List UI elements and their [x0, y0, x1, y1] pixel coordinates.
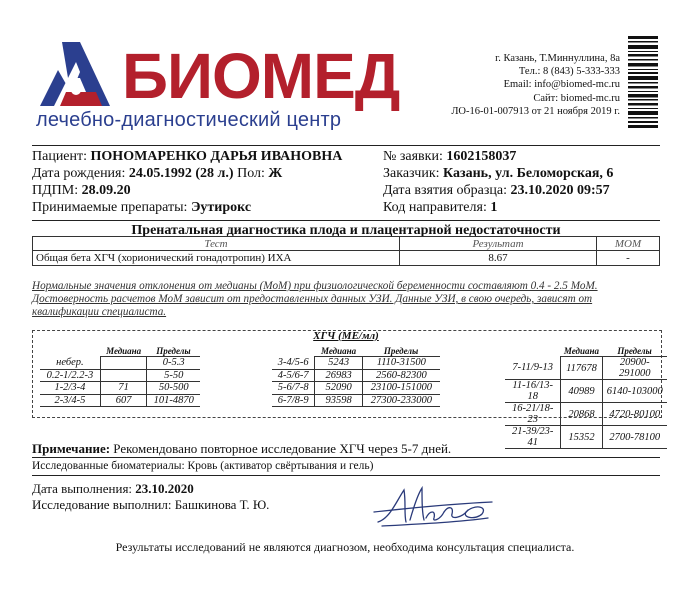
brand-tagline: лечебно-диагностический центр [36, 109, 342, 131]
hcg-limits: 2700-78100 [602, 426, 667, 449]
hcg-median: 93598 [315, 394, 362, 407]
hcg-limits: 50-500 [147, 382, 200, 395]
performer-name: Башкинова Т. Ю. [174, 497, 270, 512]
hcg-limits: 20900-291000 [602, 357, 667, 380]
hcg-term: 3-4/5-6 [272, 357, 315, 370]
hcg-median: 5243 [315, 357, 362, 370]
table-row [40, 394, 200, 407]
hcg-term: 1-2/3-4 [40, 382, 100, 395]
sample-date-value: 23.10.2020 09:57 [510, 183, 610, 198]
table-row [40, 382, 200, 395]
remark-line [32, 441, 451, 457]
contact-license: ЛО-16-01-007913 от 21 ноября 2019 г. [451, 105, 620, 117]
referrer-code-label: Код направителя: [383, 200, 487, 215]
col-mom: МОМ [597, 237, 660, 251]
test-result: 8.67 [400, 251, 597, 266]
hcg-limits: 1110-31500 [362, 357, 440, 370]
col-test: Тест [33, 237, 400, 251]
table-row [505, 380, 667, 403]
info-divider [32, 220, 660, 221]
test-mom: - [597, 251, 660, 266]
mom-note-line-3: квалификации специалиста. [32, 306, 167, 318]
hcg-limits: 0-5.3 [147, 357, 200, 370]
sex-value: Ж [268, 166, 283, 181]
mom-note [32, 280, 652, 319]
header-divider [32, 145, 660, 146]
table-row [272, 357, 440, 370]
hcg-col-median: Медиана [315, 345, 362, 357]
drugs-value: Эутирокс [190, 200, 252, 215]
results-table [32, 236, 660, 266]
hcg-title: ХГЧ (МЕ/мл) [313, 330, 379, 342]
table-row [272, 394, 440, 407]
hcg-table-1 [40, 345, 200, 407]
hcg-limits: 6140-103000 [602, 380, 667, 403]
hcg-median: 52090 [315, 382, 362, 395]
hcg-col-median: Медиана [561, 345, 602, 357]
results-header-row [33, 237, 660, 251]
order-number-label: № заявки: [383, 149, 443, 164]
sample-date-label: Дата взятия образца: [383, 183, 507, 198]
mom-note-line-2: Достоверность расчетов МоМ зависит от предоставленных данных УЗИ. Данные УЗИ, в свою очередь, зависят от [32, 293, 593, 305]
hcg-median [100, 357, 147, 370]
biomed-logo-icon [36, 40, 114, 108]
table-row [505, 426, 667, 449]
hcg-term: 2-3/4-5 [40, 394, 100, 407]
table-row [40, 369, 200, 382]
hcg-median: 607 [100, 394, 147, 407]
completion-label: Дата выполнения: [32, 481, 133, 496]
lmp-label: ПДПМ: [32, 183, 79, 198]
contact-address: г. Казань, Т.Миннуллина, 8а [495, 53, 620, 64]
hcg-col-limits: Пределы [362, 345, 440, 357]
hcg-term: 11-16/13-18 [505, 380, 561, 403]
order-number: 1602158037 [446, 149, 517, 164]
hcg-term: 7-11/9-13 [505, 357, 561, 380]
dob-label: Дата рождения: [32, 166, 126, 181]
performer-line [32, 497, 269, 513]
hcg-limits: 2560-82300 [362, 369, 440, 382]
hcg-limits: 4720-80100 [602, 403, 667, 426]
patient-name: ПОНОМАРЕНКО ДАРЬЯ ИВАНОВНА [90, 149, 343, 164]
brand-name: БИОМЕД [122, 40, 400, 112]
patient-name-label: Пациент: [32, 149, 88, 164]
hcg-median: 40989 [561, 380, 602, 403]
hcg-col-limits: Пределы [602, 345, 667, 357]
hcg-limits: 5-50 [147, 369, 200, 382]
completion-date-line [32, 481, 269, 497]
patient-drugs-line [32, 198, 251, 217]
hcg-term: 16-21/18-23 [505, 403, 561, 426]
remark-label: Примечание: [32, 441, 111, 456]
test-name: Общая бета ХГЧ (хорионический гонадотропин) ИХА [33, 251, 400, 266]
table-row [272, 369, 440, 382]
hcg-col-median: Медиана [100, 345, 147, 357]
mom-note-line-1: Нормальные значения отклонения от медианы (МоМ) при физиологической беременности составляют 0.4 - 2.5 МоМ. [32, 280, 598, 292]
completion-block [32, 481, 269, 513]
remark-text: Рекомендовано повторное исследование ХГЧ через 5-7 дней. [113, 441, 452, 456]
hcg-limits: 23100-151000 [362, 382, 440, 395]
table-row [272, 382, 440, 395]
sex-label: Пол: [237, 166, 265, 181]
bio-divider [32, 475, 660, 476]
completion-date: 23.10.2020 [135, 481, 194, 496]
performer-label: Исследование выполнил: [32, 497, 172, 512]
hcg-term: 4-5/6-7 [272, 369, 315, 382]
clinic-contacts [451, 52, 620, 118]
signature-icon [370, 482, 495, 530]
hcg-table-2 [272, 345, 440, 407]
barcode-icon [628, 36, 658, 128]
dob-value: 24.05.1992 (28 л.) [128, 166, 234, 181]
hcg-term: 21-39/23-41 [505, 426, 561, 449]
hcg-limits: 27300-233000 [362, 394, 440, 407]
remark-divider [32, 457, 660, 458]
table-row [33, 251, 660, 266]
hcg-term: небер. [40, 357, 100, 370]
hcg-col-limits: Пределы [147, 345, 200, 357]
disclaimer: Результаты исследований не являются диагнозом, необходима консультация специалиста. [115, 540, 575, 554]
table-row [505, 357, 667, 380]
section-title: Пренатальная диагностика плода и плацентарной недостаточности [131, 223, 561, 238]
lmp-value: 28.09.20 [81, 183, 131, 198]
contact-email: Email: info@biomed-mc.ru [503, 79, 620, 91]
hcg-median: 20868 [561, 403, 602, 426]
hcg-term: 5-6/7-8 [272, 382, 315, 395]
table-row [40, 357, 200, 370]
biomaterial: Исследованные биоматериалы: Кровь (активатор свёртывания и гель) [32, 460, 374, 472]
hcg-median: 117678 [561, 357, 602, 380]
referrer-code-value: 1 [490, 200, 498, 215]
table-row [505, 403, 667, 426]
hcg-median: 15352 [561, 426, 602, 449]
hcg-term: 6-7/8-9 [272, 394, 315, 407]
col-result: Результат [400, 237, 597, 251]
customer-value: Казань, ул. Беломорская, 6 [443, 166, 614, 181]
hcg-median [100, 369, 147, 382]
hcg-median: 71 [100, 382, 147, 395]
referrer-code-line [383, 198, 497, 217]
hcg-term: 0.2-1/2.2-3 [40, 369, 100, 382]
hcg-limits: 101-4870 [147, 394, 200, 407]
contact-phone: Тел.: 8 (843) 5-333-333 [518, 66, 620, 78]
drugs-label: Принимаемые препараты: [32, 200, 188, 215]
hcg-median: 26983 [315, 369, 362, 382]
hcg-table-3 [505, 345, 667, 449]
customer-label: Заказчик: [383, 166, 440, 181]
contact-site: Сайт: biomed-mc.ru [533, 92, 620, 104]
